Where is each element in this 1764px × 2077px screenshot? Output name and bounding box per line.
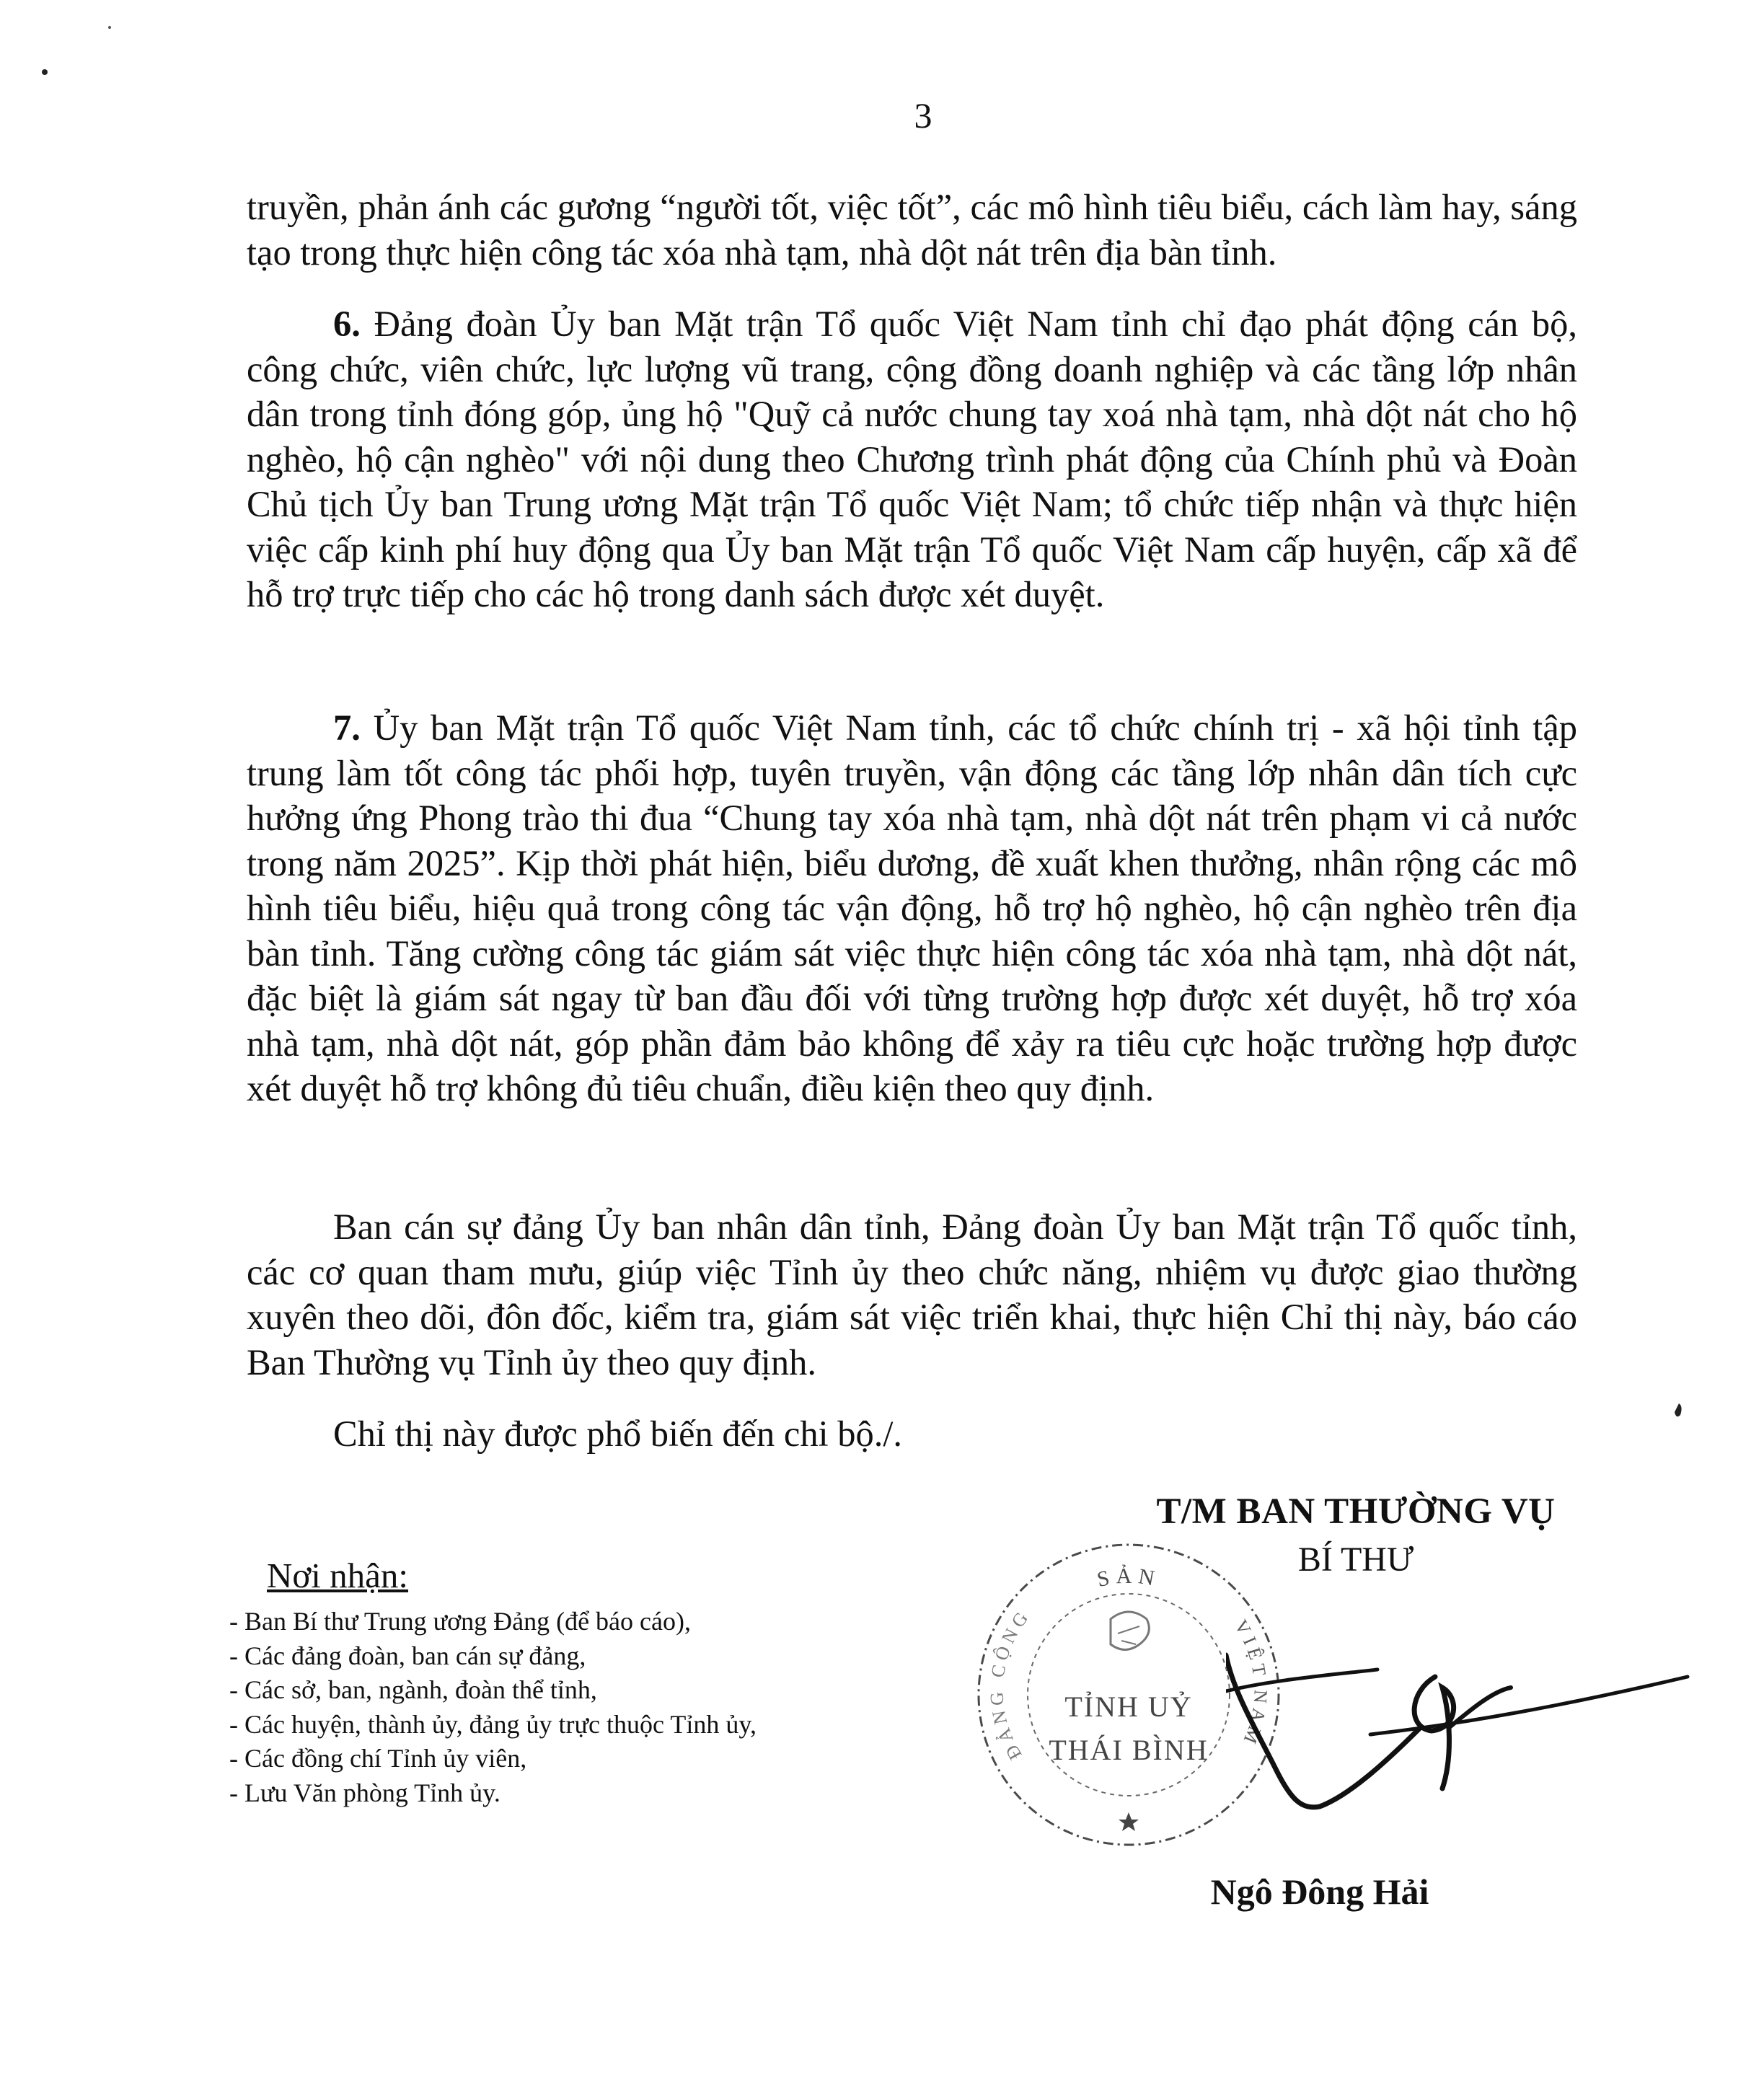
recipient-item: - Ban Bí thư Trung ương Đảng (để báo cáo), [229,1607,691,1636]
seal-emblem-icon [1111,1612,1149,1650]
recipient-item: - Các đồng chí Tỉnh ủy viên, [229,1744,527,1773]
recipient-item: - Lưu Văn phòng Tỉnh ủy. [229,1778,500,1807]
paragraph-text: Chỉ thị này được phổ biến đến chi bộ./. [333,1414,903,1454]
paragraph-implementation [247,1204,1577,1385]
paragraph-item-6 [247,301,1577,617]
signer-name: Ngô Đông Hải [1210,1871,1429,1912]
paragraph-item-7 [247,705,1577,1111]
paragraph-text: Đảng đoàn Ủy ban Mặt trận Tổ quốc Việt Nam tỉnh chỉ đạo phát động cán bộ, công chức, viên chức, lực lượng vũ trang, cộng đồng doanh nghiệp và các tầng lớp nhân dân trong tỉnh đóng góp, ủng hộ "Quỹ cả nước chung tay xoá nhà tạm, nhà dột nát cho hộ nghèo, hộ cận nghèo" với nội dung theo Chương trình phát động của Chính phủ và Đoàn Chủ tịch Ủy ban Trung ương Mặt trận Tổ quốc Việt Nam; tổ chức tiếp nhận và thực hiện việc cấp kinh phí huy động qua Ủy ban Mặt trận Tổ quốc Việt Nam cấp huyện, cấp xã để hỗ trợ trực tiếp cho các hộ trong danh sách được xét duyệt. [247,304,1578,614]
paragraph-text: Ban cán sự đảng Ủy ban nhân dân tỉnh, Đảng đoàn Ủy ban Mặt trận Tổ quốc tỉnh, các cơ quan tham mưu, giúp việc Tỉnh ủy theo chức năng, nhiệm vụ được giao thường xuyên theo dõi, đôn đốc, kiểm tra, giám sát việc triển khai, thực hiện Chỉ thị này, báo cáo Ban Thường vụ Tỉnh ủy theo quy định. [247,1207,1577,1383]
paragraph-continuation [247,185,1577,275]
seal-top-text: SẢN [1095,1564,1163,1592]
recipient-item: - Các huyện, thành ủy, đảng ủy trực thuộc Tỉnh ủy, [229,1709,757,1739]
paragraph-dissemination [247,1411,1577,1457]
recipients-block [229,1556,965,1810]
recipients-heading: Nơi nhận: [267,1556,409,1595]
signature-title: BÍ THƯ [1297,1540,1414,1579]
seal-line-1: TỈNH UỶ [1064,1690,1193,1723]
signature-role: T/M BAN THƯỜNG VỤ [1156,1491,1556,1532]
item-number-7: 7. [333,707,361,748]
page-number: 3 [914,95,932,136]
svg-text:SẢN [1095,1564,1162,1592]
recipient-item: - Các đảng đoàn, ban cán sự đảng, [229,1641,586,1670]
seal-right-text: VIỆT NAM [1230,1616,1271,1751]
handwritten-signature [1226,1648,1731,1835]
paragraph-text: Ủy ban Mặt trận Tổ quốc Việt Nam tỉnh, các tổ chức chính trị - xã hội tỉnh tập trung làm tốt công tác phối hợp, tuyên truyền, vận động các tầng lớp nhân dân tích cực hưởng ứng Phong trào thi đua “Chung tay xóa nhà tạm, nhà dột nát trên phạm vi cả nước trong năm 2025”. Kịp thời phát hiện, biểu dương, đề xuất khen thưởng, nhân rộng các mô hình tiêu biểu, hiệu quả trong công tác vận động, hỗ trợ hộ nghèo, hộ cận nghèo trên địa bàn tỉnh. Tăng cường công tác giám sát việc thực hiện công tác xóa nhà tạm, nhà dột nát, đặc biệt là giám sát ngay từ ban đầu đối với từng trường hợp được xét duyệt, hỗ trợ xóa nhà tạm, nhà dột nát, góp phần đảm bảo không để xảy ra tiêu cực hoặc trường hợp được xét duyệt hỗ trợ không đủ tiêu chuẩn, điều kiện theo quy định. [247,707,1577,1108]
seal-line-2: THÁI BÌNH [1049,1734,1209,1766]
paragraph-text: truyền, phản ánh các gương “người tốt, việc tốt”, các mô hình tiêu biểu, cách làm hay, sáng tạo trong thực hiện công tác xóa nhà tạm, nhà dột nát trên địa bàn tỉnh. [247,187,1577,273]
seal-star-icon [1119,1812,1139,1831]
seal-left-text: ĐẢNG CỘNG [986,1605,1035,1764]
recipients-list [229,1605,965,1810]
item-number-6: 6. [333,304,361,344]
recipient-item: - Các sở, ban, ngành, đoàn thể tỉnh, [229,1675,597,1704]
